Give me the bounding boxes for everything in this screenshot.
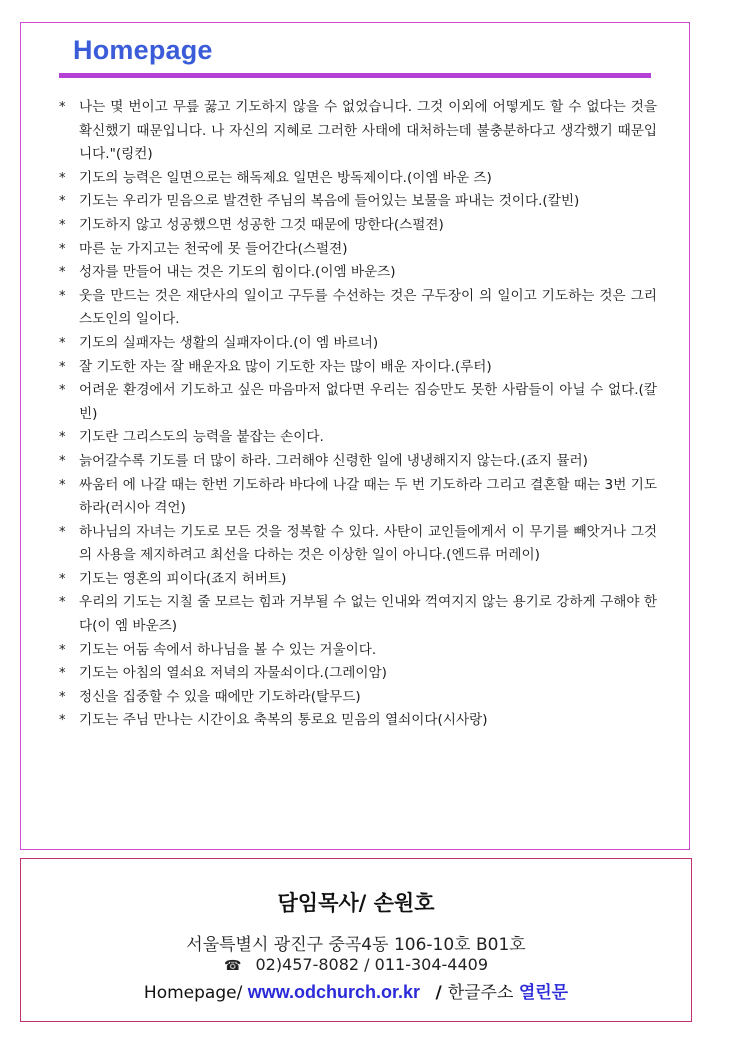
- quote-text: 잘 기도한 자는 잘 배운자요 많이 기도한 자는 많이 배운 자이다.(루터): [79, 358, 492, 375]
- quote-item: [57, 261, 657, 285]
- quote-item: [57, 474, 657, 521]
- bullet-asterisk: *: [59, 383, 66, 399]
- quote-item: [57, 332, 657, 356]
- bullet-asterisk: *: [59, 666, 66, 682]
- bullet-asterisk: *: [59, 359, 66, 375]
- homepage-url-link[interactable]: www.odchurch.or.kr: [247, 982, 421, 1002]
- bullet-asterisk: *: [59, 100, 66, 115]
- quote-item: [57, 379, 657, 426]
- quote-text: 기도의 실패자는 생활의 실패자이다.(이 엠 바르너): [79, 334, 379, 351]
- quote-text: 기도는 우리가 믿음으로 발견한 주님의 복음에 들어있는 보물을 파내는 것이다.(칼빈): [79, 193, 580, 210]
- quote-text: 기도는 아침의 열쇠요 저녁의 자물쇠이다.(그레이암): [79, 665, 387, 682]
- bullet-asterisk: *: [59, 524, 66, 540]
- telephone-icon: ☎: [224, 958, 242, 974]
- bullet-asterisk: *: [59, 170, 66, 186]
- quote-text: 기도하지 않고 성공했으면 성공한 그것 때문에 망한다(스펄젼): [79, 216, 444, 233]
- prayer-quotes-list: [57, 96, 657, 733]
- bullet-asterisk: *: [59, 642, 66, 658]
- quote-item: [57, 709, 657, 733]
- bullet-asterisk: *: [59, 689, 66, 705]
- title-underline-bar: [59, 73, 651, 78]
- quote-item: [57, 450, 657, 474]
- homepage-title: Homepage: [73, 35, 213, 65]
- pastor-name: 담임목사/ 손원호: [277, 891, 435, 915]
- quote-text: 웃을 만드는 것은 재단사의 일이고 구두를 수선하는 것은 구두장이 의 일이고 기도하는 것은 그리스도인의 일이다.: [79, 287, 657, 328]
- quote-text: 우리의 기도는 지칠 줄 모르는 힘과 거부될 수 없는 인내와 꺽여지지 않는 용기로 강하게 구해야 한다(이 엠 바운즈): [79, 594, 657, 635]
- bullet-asterisk: *: [59, 595, 66, 611]
- bullet-asterisk: *: [59, 217, 66, 233]
- bullet-asterisk: *: [59, 265, 66, 281]
- quote-item: [57, 662, 657, 686]
- quote-item: [57, 285, 657, 332]
- quote-item: [57, 591, 657, 638]
- quote-text: 기도란 그리스도의 능력을 붙잡는 손이다.: [79, 429, 324, 446]
- quote-text: 성자를 만들어 내는 것은 기도의 힘이다.(이엠 바운즈): [79, 264, 396, 281]
- homepage-line: [21, 978, 691, 1003]
- quote-item: [57, 521, 657, 568]
- quote-item: [57, 167, 657, 191]
- quote-text: 어려운 환경에서 기도하고 싶은 마음마저 없다면 우리는 짐승만도 못한 사람들이 아닐 수 없다.(칼빈): [79, 382, 657, 422]
- bullet-asterisk: *: [59, 288, 66, 304]
- quote-item: [57, 356, 657, 380]
- church-info-panel: [20, 858, 692, 1022]
- quote-text: 기도는 영혼의 피이다(죠지 허버트): [79, 570, 287, 587]
- bullet-asterisk: *: [59, 713, 66, 729]
- korean-address-label: 한글주소: [447, 983, 514, 1003]
- quote-text: 나는 몇 번이고 무릎 꿇고 기도하지 않을 수 없었습니다. 그것 이외에 어떻게도 할 수 없다는 것을 확신했기 때문입니다. 나 자신의 지혜로 그러한 사태에 대처하는데 불충분하다고 생각했기 때문입니다."(링컨): [79, 99, 657, 163]
- bullet-asterisk: *: [59, 194, 66, 210]
- quote-item: [57, 214, 657, 238]
- bullet-asterisk: *: [59, 453, 66, 469]
- quote-text: 기도는 어둠 속에서 하나님을 볼 수 있는 거울이다.: [79, 641, 377, 658]
- quotes-panel: [20, 22, 690, 850]
- bullet-asterisk: *: [59, 430, 66, 446]
- church-address: 서울특별시 광진구 중곡4동 106-10호 B01호: [186, 935, 526, 955]
- separator: /: [435, 983, 442, 1003]
- quote-text: 싸움터 에 나갈 때는 한번 기도하라 바다에 나갈 때는 두 번 기도하라 그리고 결혼할 때는 3번 기도하라(러시아 격언): [79, 476, 657, 517]
- quote-text: 하나님의 자녀는 기도로 모든 것을 정복할 수 있다. 사탄이 교인들에게서 이 무기를 빼앗거나 그것의 사용을 제지하려고 최선을 다하는 것은 이상한 일이 아니다.(엔드류 머레이): [79, 523, 657, 564]
- quote-item: [57, 568, 657, 592]
- quote-text: 정신을 집중할 수 있을 때에만 기도하라(탈무드): [79, 688, 361, 705]
- quote-text: 기도의 능력은 일면으로는 해독제요 일면은 방독제이다.(이엠 바운 즈): [79, 169, 492, 186]
- quote-item: [57, 96, 657, 167]
- bullet-asterisk: *: [59, 241, 66, 257]
- phone-numbers: 02)457-8082 / 011-304-4409: [255, 955, 488, 974]
- quote-item: [57, 426, 657, 450]
- quote-item: [57, 238, 657, 262]
- quote-item: [57, 639, 657, 663]
- quote-item: [57, 686, 657, 710]
- korean-address-link[interactable]: 열린문: [518, 983, 569, 1003]
- phone-line: [21, 955, 691, 974]
- homepage-label: Homepage/: [143, 983, 243, 1003]
- quote-text: 늙어갈수록 기도를 더 많이 하라. 그러해야 신령한 일에 냉냉해지지 않는다.(죠지 뮬러): [79, 452, 588, 469]
- bullet-asterisk: *: [59, 571, 66, 587]
- bullet-asterisk: *: [59, 477, 66, 493]
- quote-text: 기도는 주님 만나는 시간이요 축복의 통로요 믿음의 열쇠이다(시사랑): [79, 712, 488, 729]
- bullet-asterisk: *: [59, 335, 66, 351]
- quote-text: 마른 눈 가지고는 천국에 못 들어간다(스펄젼): [79, 240, 348, 257]
- quote-item: [57, 190, 657, 214]
